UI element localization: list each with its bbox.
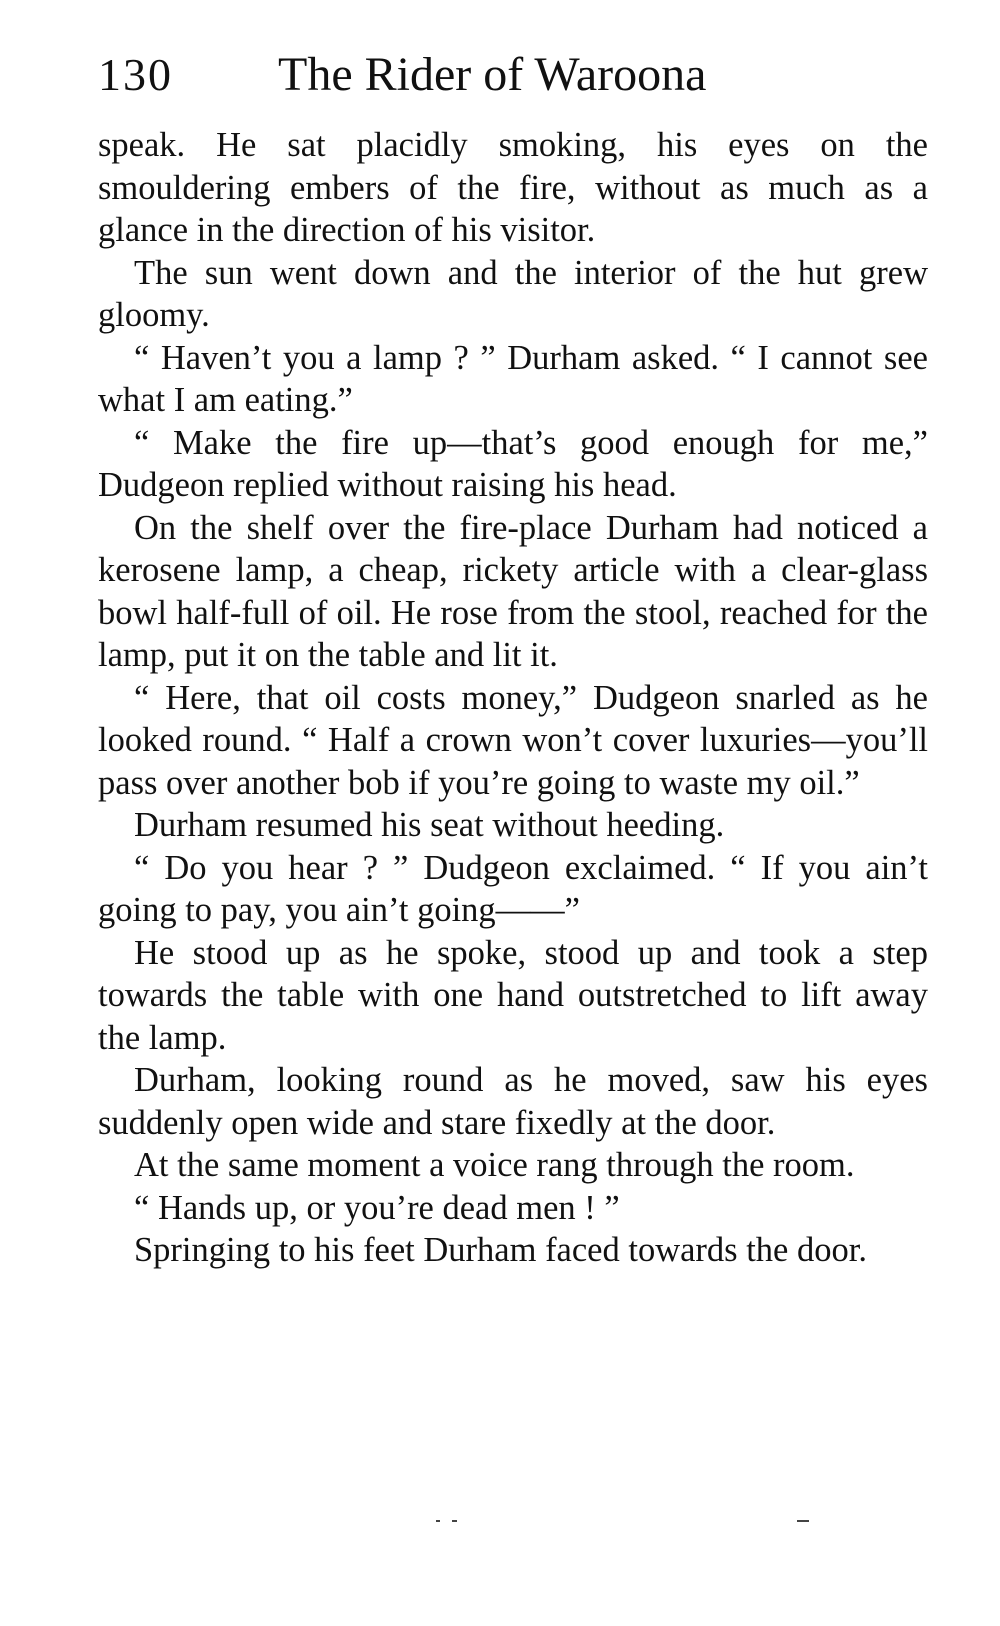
paragraph: He stood up as he spoke, stood up and took a step towards the table with one hand outstretched to lift away the lamp. [98,933,928,1057]
paragraph: Durham resumed his seat without heeding. [134,806,725,844]
paragraph: At the same moment a voice rang through the room. [134,1146,855,1184]
paragraph: speak. He sat placidly smoking, his eyes on the smouldering embers of the fire, without as much as a glance in the direction of his visitor. [98,126,928,249]
paragraph: “ Do you hear ? ” Dudgeon exclaimed. “ If you ain’t going to pay, you ain’t going——” [98,848,928,929]
scan-speck [797,1520,809,1522]
running-title: The Rider of Waroona [278,48,707,101]
paragraph: Durham, looking round as he moved, saw his eyes suddenly open wide and stare fixedly at the door. [98,1061,928,1142]
paragraph: On the shelf over the fire-place Durham had noticed a kerosene lamp, a cheap, rickety article with a clear-glass bowl half-full of oil. He rose from the stool, reached for the lamp, put it on the table and lit it. [98,508,928,674]
page-header [98,40,928,110]
body-text [98,124,928,1272]
paragraph: Springing to his feet Durham faced towards the door. [134,1231,867,1269]
paragraph: “ Make the fire up—that’s good enough for me,” Dudgeon replied without raising his head. [98,423,928,504]
page-number: 130 [98,49,173,100]
scan-specks [0,1520,1000,1530]
paragraph: “ Here, that oil costs money,” Dudgeon snarled as he looked round. “ Half a crown won’t cover luxuries—you’ll pass over another bob if you’re going to waste my oil.” [98,678,928,802]
paragraph: “ Hands up, or you’re dead men ! ” [134,1188,620,1227]
scan-speck [452,1520,457,1522]
scan-speck [436,1520,440,1522]
paragraph: “ Haven’t you a lamp ? ” Durham asked. “ I cannot see what I am eating.” [98,338,928,419]
paragraph: The sun went down and the interior of the hut grew gloomy. [98,253,928,334]
